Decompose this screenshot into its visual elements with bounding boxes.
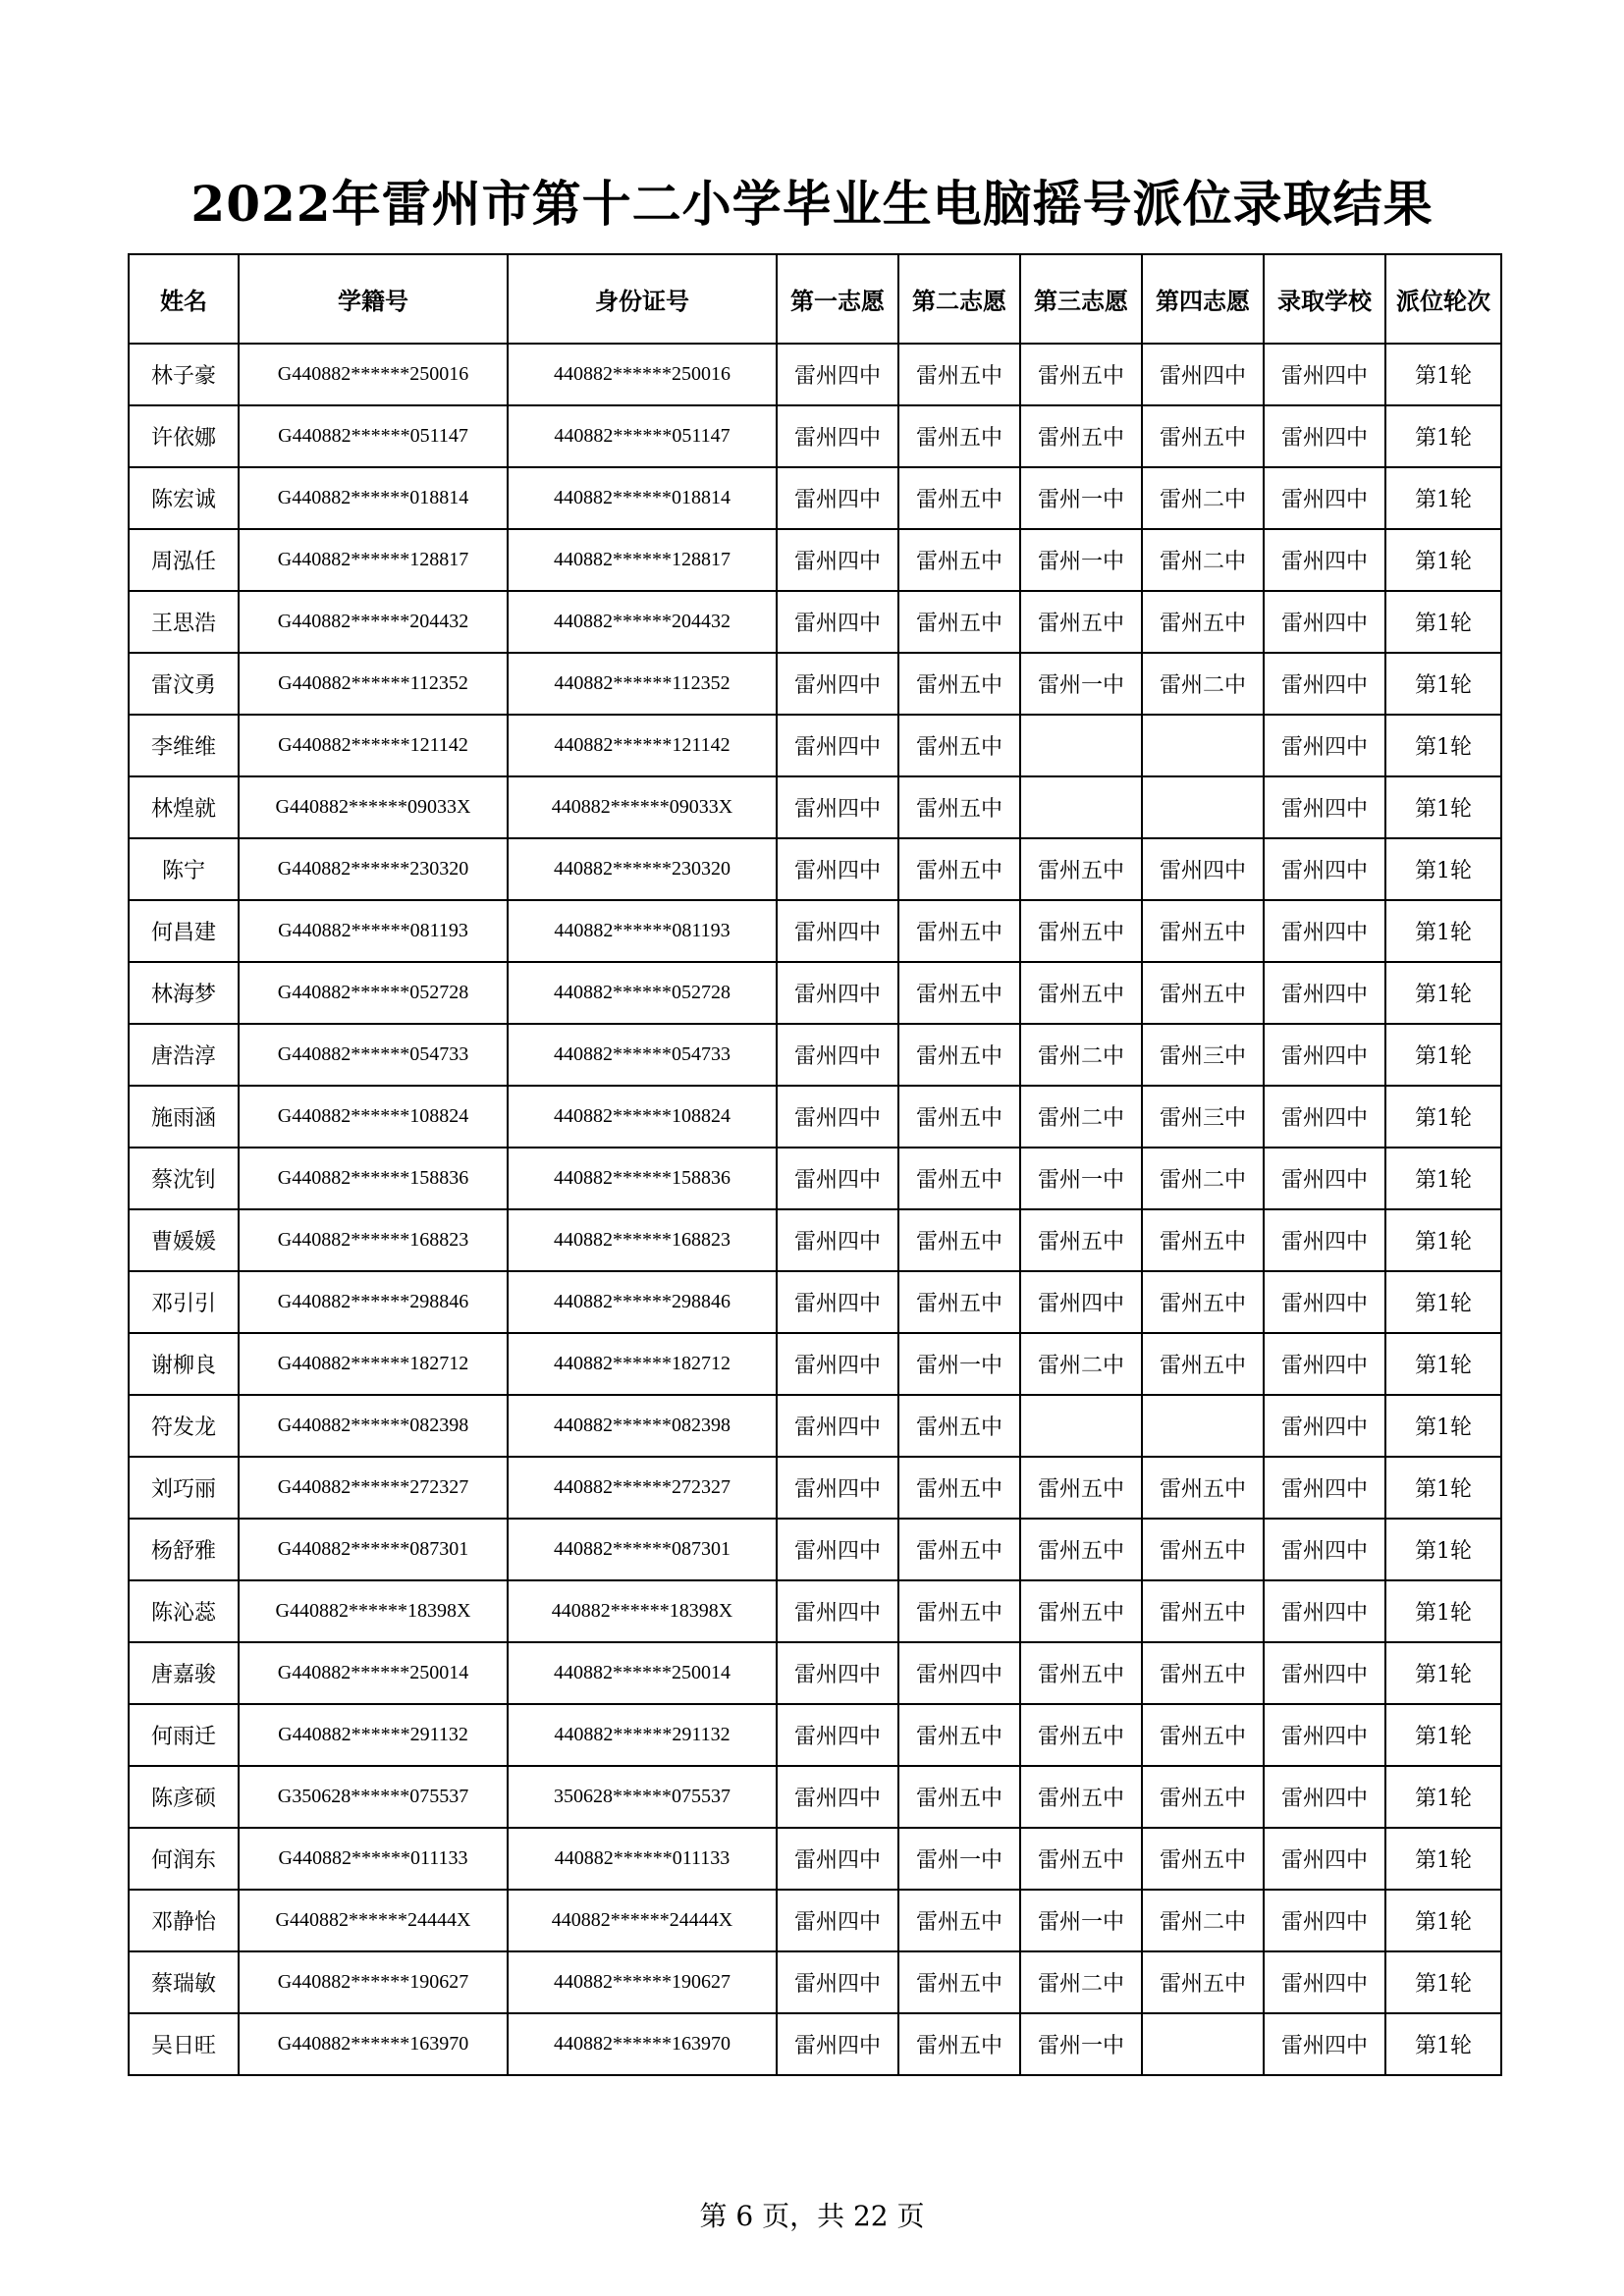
cell-student-id: G440882******18398X (239, 1580, 508, 1642)
cell-choice-1: 雷州四中 (777, 776, 898, 838)
cell-choice-3: 雷州五中 (1020, 591, 1142, 653)
cell-choice-2: 雷州五中 (898, 962, 1020, 1024)
cell-round: 第1轮 (1385, 1519, 1501, 1580)
cell-student-id: G440882******018814 (239, 467, 508, 529)
cell-choice-2: 雷州五中 (898, 344, 1020, 405)
header-choice-2: 第二志愿 (898, 254, 1020, 344)
cell-choice-3: 雷州五中 (1020, 1519, 1142, 1580)
cell-choice-2: 雷州五中 (898, 1580, 1020, 1642)
table-row (129, 1333, 1501, 1395)
cell-choice-4: 雷州二中 (1142, 529, 1264, 591)
cell-choice-2: 雷州一中 (898, 1333, 1020, 1395)
cell-student-id: G440882******054733 (239, 1024, 508, 1086)
cell-choice-2: 雷州五中 (898, 405, 1020, 467)
cell-id-card: 440882******250014 (508, 1642, 777, 1704)
cell-choice-2: 雷州五中 (898, 1766, 1020, 1828)
header-round: 派位轮次 (1385, 254, 1501, 344)
cell-choice-4: 雷州四中 (1142, 838, 1264, 900)
cell-round: 第1轮 (1385, 1580, 1501, 1642)
cell-id-card: 440882******272327 (508, 1457, 777, 1519)
table-body (129, 344, 1501, 2075)
cell-round: 第1轮 (1385, 591, 1501, 653)
cell-choice-1: 雷州四中 (777, 1457, 898, 1519)
cell-round: 第1轮 (1385, 1951, 1501, 2013)
cell-choice-1: 雷州四中 (777, 1086, 898, 1148)
cell-choice-3: 雷州一中 (1020, 467, 1142, 529)
cell-round: 第1轮 (1385, 1457, 1501, 1519)
cell-admitted-school: 雷州四中 (1264, 1024, 1385, 1086)
cell-student-id: G350628******075537 (239, 1766, 508, 1828)
cell-admitted-school: 雷州四中 (1264, 405, 1385, 467)
cell-round: 第1轮 (1385, 1704, 1501, 1766)
cell-choice-4: 雷州二中 (1142, 1890, 1264, 1951)
cell-student-id: G440882******121142 (239, 715, 508, 776)
cell-choice-4: 雷州五中 (1142, 591, 1264, 653)
cell-student-id: G440882******052728 (239, 962, 508, 1024)
table-row (129, 1209, 1501, 1271)
cell-admitted-school: 雷州四中 (1264, 1086, 1385, 1148)
cell-choice-3 (1020, 1395, 1142, 1457)
cell-choice-2: 雷州五中 (898, 1148, 1020, 1209)
cell-student-id: G440882******128817 (239, 529, 508, 591)
cell-choice-2: 雷州四中 (898, 1642, 1020, 1704)
cell-name: 吴日旺 (129, 2013, 239, 2075)
cell-choice-3: 雷州五中 (1020, 344, 1142, 405)
cell-student-id: G440882******272327 (239, 1457, 508, 1519)
table-row (129, 838, 1501, 900)
cell-choice-2: 雷州五中 (898, 1951, 1020, 2013)
cell-choice-1: 雷州四中 (777, 1271, 898, 1333)
cell-choice-3: 雷州五中 (1020, 1704, 1142, 1766)
cell-name: 陈宁 (129, 838, 239, 900)
cell-choice-3: 雷州一中 (1020, 1890, 1142, 1951)
cell-student-id: G440882******182712 (239, 1333, 508, 1395)
cell-admitted-school: 雷州四中 (1264, 1828, 1385, 1890)
cell-round: 第1轮 (1385, 1642, 1501, 1704)
cell-id-card: 440882******018814 (508, 467, 777, 529)
cell-choice-3: 雷州五中 (1020, 1766, 1142, 1828)
header-student-id: 学籍号 (239, 254, 508, 344)
cell-choice-4: 雷州五中 (1142, 405, 1264, 467)
cell-admitted-school: 雷州四中 (1264, 529, 1385, 591)
cell-admitted-school: 雷州四中 (1264, 962, 1385, 1024)
cell-round: 第1轮 (1385, 900, 1501, 962)
cell-student-id: G440882******051147 (239, 405, 508, 467)
cell-choice-3: 雷州五中 (1020, 1209, 1142, 1271)
cell-choice-2: 雷州五中 (898, 653, 1020, 715)
cell-id-card: 440882******204432 (508, 591, 777, 653)
table-row (129, 591, 1501, 653)
page-title: 2022年雷州市第十二小学毕业生电脑摇号派位录取结果 (190, 175, 1434, 233)
cell-round: 第1轮 (1385, 1209, 1501, 1271)
cell-id-card: 440882******082398 (508, 1395, 777, 1457)
cell-id-card: 440882******128817 (508, 529, 777, 591)
cell-id-card: 440882******09033X (508, 776, 777, 838)
cell-choice-1: 雷州四中 (777, 467, 898, 529)
cell-name: 唐嘉骏 (129, 1642, 239, 1704)
cell-choice-1: 雷州四中 (777, 1395, 898, 1457)
cell-choice-4 (1142, 776, 1264, 838)
cell-choice-4: 雷州二中 (1142, 653, 1264, 715)
cell-student-id: G440882******158836 (239, 1148, 508, 1209)
cell-choice-2: 雷州五中 (898, 1457, 1020, 1519)
cell-choice-2: 雷州五中 (898, 1086, 1020, 1148)
cell-id-card: 350628******075537 (508, 1766, 777, 1828)
cell-round: 第1轮 (1385, 653, 1501, 715)
cell-choice-3 (1020, 776, 1142, 838)
cell-id-card: 440882******163970 (508, 2013, 777, 2075)
cell-choice-2: 雷州五中 (898, 1271, 1020, 1333)
cell-choice-4: 雷州五中 (1142, 1704, 1264, 1766)
cell-choice-4: 雷州二中 (1142, 467, 1264, 529)
cell-name: 谢柳良 (129, 1333, 239, 1395)
cell-choice-1: 雷州四中 (777, 405, 898, 467)
cell-admitted-school: 雷州四中 (1264, 591, 1385, 653)
table-row (129, 405, 1501, 467)
cell-name: 许依娜 (129, 405, 239, 467)
cell-choice-1: 雷州四中 (777, 591, 898, 653)
cell-choice-3: 雷州五中 (1020, 962, 1142, 1024)
cell-choice-3: 雷州四中 (1020, 1271, 1142, 1333)
cell-choice-4: 雷州五中 (1142, 1766, 1264, 1828)
cell-choice-4: 雷州五中 (1142, 1519, 1264, 1580)
header-id-card: 身份证号 (508, 254, 777, 344)
cell-choice-1: 雷州四中 (777, 1209, 898, 1271)
table-row (129, 1395, 1501, 1457)
cell-student-id: G440882******082398 (239, 1395, 508, 1457)
cell-name: 何昌建 (129, 900, 239, 962)
cell-student-id: G440882******291132 (239, 1704, 508, 1766)
cell-choice-4: 雷州二中 (1142, 1148, 1264, 1209)
cell-choice-4 (1142, 2013, 1264, 2075)
table-row (129, 1271, 1501, 1333)
table-row (129, 1086, 1501, 1148)
cell-student-id: G440882******09033X (239, 776, 508, 838)
cell-choice-1: 雷州四中 (777, 1519, 898, 1580)
cell-id-card: 440882******250016 (508, 344, 777, 405)
table-row (129, 776, 1501, 838)
cell-choice-2: 雷州五中 (898, 900, 1020, 962)
cell-id-card: 440882******158836 (508, 1148, 777, 1209)
cell-name: 符发龙 (129, 1395, 239, 1457)
cell-choice-4: 雷州五中 (1142, 1271, 1264, 1333)
cell-round: 第1轮 (1385, 529, 1501, 591)
cell-choice-3: 雷州一中 (1020, 653, 1142, 715)
cell-admitted-school: 雷州四中 (1264, 1395, 1385, 1457)
cell-admitted-school: 雷州四中 (1264, 1148, 1385, 1209)
cell-name: 周泓任 (129, 529, 239, 591)
cell-admitted-school: 雷州四中 (1264, 1457, 1385, 1519)
cell-student-id: G440882******250014 (239, 1642, 508, 1704)
cell-admitted-school: 雷州四中 (1264, 344, 1385, 405)
cell-id-card: 440882******054733 (508, 1024, 777, 1086)
cell-name: 刘巧丽 (129, 1457, 239, 1519)
cell-id-card: 440882******112352 (508, 653, 777, 715)
cell-id-card: 440882******121142 (508, 715, 777, 776)
cell-choice-1: 雷州四中 (777, 1333, 898, 1395)
cell-round: 第1轮 (1385, 1828, 1501, 1890)
cell-id-card: 440882******081193 (508, 900, 777, 962)
table-row (129, 1024, 1501, 1086)
table-row (129, 467, 1501, 529)
cell-choice-1: 雷州四中 (777, 900, 898, 962)
cell-choice-2: 雷州五中 (898, 1519, 1020, 1580)
cell-choice-3: 雷州一中 (1020, 529, 1142, 591)
cell-choice-3: 雷州二中 (1020, 1086, 1142, 1148)
cell-choice-4: 雷州四中 (1142, 344, 1264, 405)
cell-choice-1: 雷州四中 (777, 344, 898, 405)
table-row (129, 1580, 1501, 1642)
cell-choice-1: 雷州四中 (777, 529, 898, 591)
cell-choice-3: 雷州五中 (1020, 1828, 1142, 1890)
cell-name: 陈沁蕊 (129, 1580, 239, 1642)
cell-name: 王思浩 (129, 591, 239, 653)
cell-id-card: 440882******230320 (508, 838, 777, 900)
cell-name: 杨舒雅 (129, 1519, 239, 1580)
cell-choice-4: 雷州五中 (1142, 1333, 1264, 1395)
results-table (128, 253, 1502, 2076)
cell-admitted-school: 雷州四中 (1264, 1890, 1385, 1951)
cell-choice-4: 雷州五中 (1142, 1642, 1264, 1704)
cell-choice-4: 雷州三中 (1142, 1024, 1264, 1086)
header-choice-3: 第三志愿 (1020, 254, 1142, 344)
cell-round: 第1轮 (1385, 1766, 1501, 1828)
cell-name: 邓静怡 (129, 1890, 239, 1951)
cell-choice-1: 雷州四中 (777, 1642, 898, 1704)
cell-choice-3: 雷州五中 (1020, 1457, 1142, 1519)
cell-name: 施雨涵 (129, 1086, 239, 1148)
cell-choice-3: 雷州五中 (1020, 838, 1142, 900)
cell-choice-2: 雷州一中 (898, 1828, 1020, 1890)
table-row (129, 962, 1501, 1024)
cell-student-id: G440882******168823 (239, 1209, 508, 1271)
cell-student-id: G440882******081193 (239, 900, 508, 962)
cell-choice-3: 雷州二中 (1020, 1024, 1142, 1086)
cell-admitted-school: 雷州四中 (1264, 1704, 1385, 1766)
cell-id-card: 440882******190627 (508, 1951, 777, 2013)
cell-round: 第1轮 (1385, 715, 1501, 776)
cell-round: 第1轮 (1385, 2013, 1501, 2075)
cell-choice-4: 雷州五中 (1142, 1580, 1264, 1642)
cell-name: 李维维 (129, 715, 239, 776)
cell-choice-3: 雷州五中 (1020, 405, 1142, 467)
cell-choice-1: 雷州四中 (777, 962, 898, 1024)
cell-name: 陈彦硕 (129, 1766, 239, 1828)
cell-student-id: G440882******112352 (239, 653, 508, 715)
cell-student-id: G440882******108824 (239, 1086, 508, 1148)
cell-name: 何雨迁 (129, 1704, 239, 1766)
cell-choice-4: 雷州五中 (1142, 1209, 1264, 1271)
cell-admitted-school: 雷州四中 (1264, 1271, 1385, 1333)
cell-admitted-school: 雷州四中 (1264, 1519, 1385, 1580)
cell-choice-2: 雷州五中 (898, 838, 1020, 900)
cell-round: 第1轮 (1385, 962, 1501, 1024)
cell-admitted-school: 雷州四中 (1264, 1333, 1385, 1395)
cell-id-card: 440882******087301 (508, 1519, 777, 1580)
cell-student-id: G440882******204432 (239, 591, 508, 653)
cell-round: 第1轮 (1385, 1271, 1501, 1333)
cell-round: 第1轮 (1385, 467, 1501, 529)
cell-student-id: G440882******250016 (239, 344, 508, 405)
cell-round: 第1轮 (1385, 1148, 1501, 1209)
cell-choice-1: 雷州四中 (777, 1148, 898, 1209)
cell-student-id: G440882******087301 (239, 1519, 508, 1580)
cell-admitted-school: 雷州四中 (1264, 838, 1385, 900)
cell-choice-2: 雷州五中 (898, 591, 1020, 653)
cell-student-id: G440882******298846 (239, 1271, 508, 1333)
header-name: 姓名 (129, 254, 239, 344)
header-admitted-school: 录取学校 (1264, 254, 1385, 344)
cell-admitted-school: 雷州四中 (1264, 1209, 1385, 1271)
cell-choice-2: 雷州五中 (898, 2013, 1020, 2075)
table-row (129, 653, 1501, 715)
cell-choice-1: 雷州四中 (777, 1024, 898, 1086)
cell-round: 第1轮 (1385, 1333, 1501, 1395)
cell-choice-1: 雷州四中 (777, 1951, 898, 2013)
cell-admitted-school: 雷州四中 (1264, 1580, 1385, 1642)
cell-choice-2: 雷州五中 (898, 529, 1020, 591)
cell-choice-1: 雷州四中 (777, 653, 898, 715)
cell-choice-1: 雷州四中 (777, 1766, 898, 1828)
page-footer: 第 6 页，共 22 页 (699, 2200, 925, 2232)
cell-name: 邓引引 (129, 1271, 239, 1333)
cell-admitted-school: 雷州四中 (1264, 2013, 1385, 2075)
cell-choice-3: 雷州五中 (1020, 1580, 1142, 1642)
cell-choice-4: 雷州五中 (1142, 1828, 1264, 1890)
table-row (129, 1148, 1501, 1209)
cell-choice-3: 雷州一中 (1020, 1148, 1142, 1209)
table-row (129, 1704, 1501, 1766)
cell-choice-1: 雷州四中 (777, 1890, 898, 1951)
cell-id-card: 440882******24444X (508, 1890, 777, 1951)
cell-admitted-school: 雷州四中 (1264, 467, 1385, 529)
header-row (129, 254, 1501, 344)
cell-admitted-school: 雷州四中 (1264, 900, 1385, 962)
table-row (129, 1519, 1501, 1580)
cell-round: 第1轮 (1385, 1024, 1501, 1086)
cell-name: 何润东 (129, 1828, 239, 1890)
cell-name: 雷汶勇 (129, 653, 239, 715)
table-row (129, 1828, 1501, 1890)
cell-admitted-school: 雷州四中 (1264, 776, 1385, 838)
cell-choice-4: 雷州五中 (1142, 1951, 1264, 2013)
cell-choice-4: 雷州五中 (1142, 1457, 1264, 1519)
cell-choice-4: 雷州五中 (1142, 962, 1264, 1024)
cell-name: 陈宏诚 (129, 467, 239, 529)
cell-choice-2: 雷州五中 (898, 1395, 1020, 1457)
cell-admitted-school: 雷州四中 (1264, 1951, 1385, 2013)
table-row (129, 344, 1501, 405)
cell-admitted-school: 雷州四中 (1264, 1766, 1385, 1828)
table-row (129, 1951, 1501, 2013)
cell-student-id: G440882******163970 (239, 2013, 508, 2075)
cell-name: 林子豪 (129, 344, 239, 405)
cell-choice-2: 雷州五中 (898, 467, 1020, 529)
cell-choice-2: 雷州五中 (898, 1024, 1020, 1086)
cell-choice-1: 雷州四中 (777, 1580, 898, 1642)
cell-id-card: 440882******168823 (508, 1209, 777, 1271)
table-row (129, 2013, 1501, 2075)
cell-name: 蔡沈钊 (129, 1148, 239, 1209)
cell-round: 第1轮 (1385, 1086, 1501, 1148)
cell-id-card: 440882******051147 (508, 405, 777, 467)
cell-choice-1: 雷州四中 (777, 838, 898, 900)
cell-choice-3: 雷州五中 (1020, 900, 1142, 962)
table-row (129, 1457, 1501, 1519)
table-row (129, 900, 1501, 962)
cell-choice-4 (1142, 715, 1264, 776)
cell-round: 第1轮 (1385, 405, 1501, 467)
cell-choice-3: 雷州一中 (1020, 2013, 1142, 2075)
cell-name: 蔡瑞敏 (129, 1951, 239, 2013)
cell-student-id: G440882******190627 (239, 1951, 508, 2013)
cell-choice-1: 雷州四中 (777, 2013, 898, 2075)
cell-choice-4 (1142, 1395, 1264, 1457)
table-row (129, 1766, 1501, 1828)
cell-round: 第1轮 (1385, 776, 1501, 838)
cell-choice-2: 雷州五中 (898, 1890, 1020, 1951)
cell-id-card: 440882******108824 (508, 1086, 777, 1148)
cell-id-card: 440882******298846 (508, 1271, 777, 1333)
cell-choice-1: 雷州四中 (777, 1704, 898, 1766)
cell-choice-2: 雷州五中 (898, 776, 1020, 838)
cell-id-card: 440882******18398X (508, 1580, 777, 1642)
cell-admitted-school: 雷州四中 (1264, 653, 1385, 715)
cell-admitted-school: 雷州四中 (1264, 1642, 1385, 1704)
cell-round: 第1轮 (1385, 344, 1501, 405)
cell-round: 第1轮 (1385, 1395, 1501, 1457)
cell-choice-2: 雷州五中 (898, 1704, 1020, 1766)
cell-id-card: 440882******182712 (508, 1333, 777, 1395)
header-choice-4: 第四志愿 (1142, 254, 1264, 344)
cell-choice-3 (1020, 715, 1142, 776)
cell-choice-3: 雷州二中 (1020, 1951, 1142, 2013)
cell-round: 第1轮 (1385, 838, 1501, 900)
cell-id-card: 440882******011133 (508, 1828, 777, 1890)
cell-student-id: G440882******011133 (239, 1828, 508, 1890)
cell-name: 林海梦 (129, 962, 239, 1024)
cell-choice-2: 雷州五中 (898, 715, 1020, 776)
cell-choice-3: 雷州五中 (1020, 1642, 1142, 1704)
cell-choice-1: 雷州四中 (777, 715, 898, 776)
cell-student-id: G440882******230320 (239, 838, 508, 900)
cell-id-card: 440882******052728 (508, 962, 777, 1024)
cell-student-id: G440882******24444X (239, 1890, 508, 1951)
table-row (129, 715, 1501, 776)
cell-choice-2: 雷州五中 (898, 1209, 1020, 1271)
cell-name: 林煌就 (129, 776, 239, 838)
cell-choice-1: 雷州四中 (777, 1828, 898, 1890)
table-row (129, 1642, 1501, 1704)
cell-choice-4: 雷州五中 (1142, 900, 1264, 962)
cell-admitted-school: 雷州四中 (1264, 715, 1385, 776)
cell-round: 第1轮 (1385, 1890, 1501, 1951)
header-choice-1: 第一志愿 (777, 254, 898, 344)
table-row (129, 529, 1501, 591)
cell-choice-3: 雷州二中 (1020, 1333, 1142, 1395)
cell-name: 曹媛媛 (129, 1209, 239, 1271)
cell-id-card: 440882******291132 (508, 1704, 777, 1766)
cell-name: 唐浩淳 (129, 1024, 239, 1086)
table-row (129, 1890, 1501, 1951)
cell-choice-4: 雷州三中 (1142, 1086, 1264, 1148)
